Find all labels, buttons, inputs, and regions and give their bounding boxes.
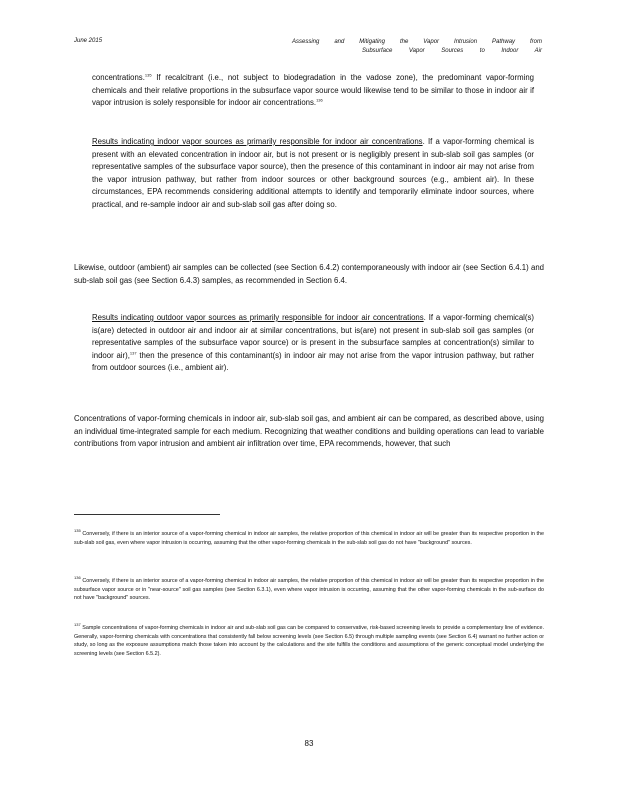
outdoor-sources-heading: Results indicating outdoor vapor sources as primarily responsible for indoor air concentrations [92,313,424,322]
header-title-line2: Subsurface Vapor Sources to Indoor Air [362,47,542,54]
para4-text-b: then the presence of this contaminant(s) in indoor air may not arise from the vapor intrusion pathway, but rather from outdoor sources (i.e., ambient air). [92,350,534,373]
footnote-number: 135 [74,528,81,534]
footnote-text: Conversely, if there is an interior source of a vapor-forming chemical in indoor air samples, the relative proportion of this chemical in indoor air will be greater than its respective proportion in the sub-slab soil gas, even where vapor intrusion is occurring, assuming that the other vapor-forming chemicals in the sub-slab soil gas do not have "background" sources. [74,531,544,546]
footnote-divider [74,514,220,515]
para3-text: Likewise, outdoor (ambient) air samples can be collected (see Section 6.4.2) contemporaneously with indoor air (see Section 6.4.1) and sub-slab soil gas (see Section 6.4.3) samples, as recommended in Section 6.4. [74,263,544,285]
footnote-ref-137[interactable]: 137 [129,350,137,356]
header-title-line1: Assessing and Mitigating the Vapor Intrusion Pathway from [292,39,542,45]
footnote-number: 136 [74,575,81,581]
para1-text-a: concentrations. [92,73,145,82]
footnote-137 [74,624,544,658]
footnote-135 [74,530,544,547]
header-date: June 2015 [74,38,103,44]
para4-text-a: . If a vapor-forming chemical(s) is(are) detected in outdoor air and indoor air at similar concentrations, but is(are) not present in sub-slab soil gas samples (or representative samples of the subsurface vapor source) or is present in the subsurface samples at concentration(s) similar to indoor air), [92,313,534,360]
para2-text: . If a vapor-forming chemical is present with an elevated concentration in indoor air, but is not present or is negligibly present in sub-slab soil gas samples (or representative samples of the subsurface vapor source), then the presence of this contaminant in indoor air may not arise from the vapor intrusion pathway, but rather from indoor sources or other background sources (e.g., ambient air). In these circumstances, EPA recommends considering additional attempts to identify and temporarily eliminate indoor sources, where practical, and re-sample indoor air and sub-slab soil gas after doing so. [92,137,534,209]
para1-text-b: If recalcitrant (i.e., not subject to biodegradation in the vadose zone), the predominant vapor-forming chemicals and their relative proportions in the subsurface vapor source would likewise tend to be similar to those in indoor air if vapor intrusion is solely responsible for indoor air concentrations. [92,73,534,108]
header-title [292,38,542,55]
footnote-text: Conversely, if there is an interior source of a vapor-forming chemical in indoor air samples, the relative proportion of this chemical in indoor air will be greater than its respective proportion in the subsurface vapor source or in "near-source" soil gas samples (see Section 6.3.1), even where vapor intrusion is occurring, assuming that the other vapor-forming chemicals in the sub-surface do not have "background" sources. [74,578,544,602]
footnote-136 [74,577,544,603]
paragraph-recalcitrant [92,72,534,110]
paragraph-indoor-sources [92,136,534,212]
footnote-ref-135[interactable]: 135 [144,72,152,78]
paragraph-comparison [74,413,544,451]
footnote-text: Sample concentrations of vapor-forming chemicals in indoor air and sub-slab soil gas can be compared to conservative, risk-based screening levels to provide a complementary line of evidence. Generally, vapor-forming chemicals with concentrations that consistently fall below screening levels (see Section 6.5) through multiple sampling events (see Section 6.4) warrant no further action or study, so long as the exposure assumptions match those taken into account by the calculations and the site fulfills the conditions and assumptions of the generic conceptual model underlying the screening levels (see Section 6.5.2). [74,625,544,657]
indoor-sources-heading: Results indicating indoor vapor sources as primarily responsible for indoor air concentrations [92,137,423,146]
page-number: 83 [304,739,314,748]
para5-text: Concentrations of vapor-forming chemicals in indoor air, sub-slab soil gas, and ambient air can be compared, as described above, using an individual time-integrated sample for each medium. Recognizing that weather conditions and building operations can lead to variable contributions from vapor intrusion and ambient air infiltration over time, EPA recommends, however, that such [74,414,544,449]
footnote-ref-136[interactable]: 136 [316,97,323,103]
paragraph-outdoor-sources [92,312,534,375]
paragraph-outdoor-samples [74,262,544,287]
footnote-number: 137 [74,622,81,628]
